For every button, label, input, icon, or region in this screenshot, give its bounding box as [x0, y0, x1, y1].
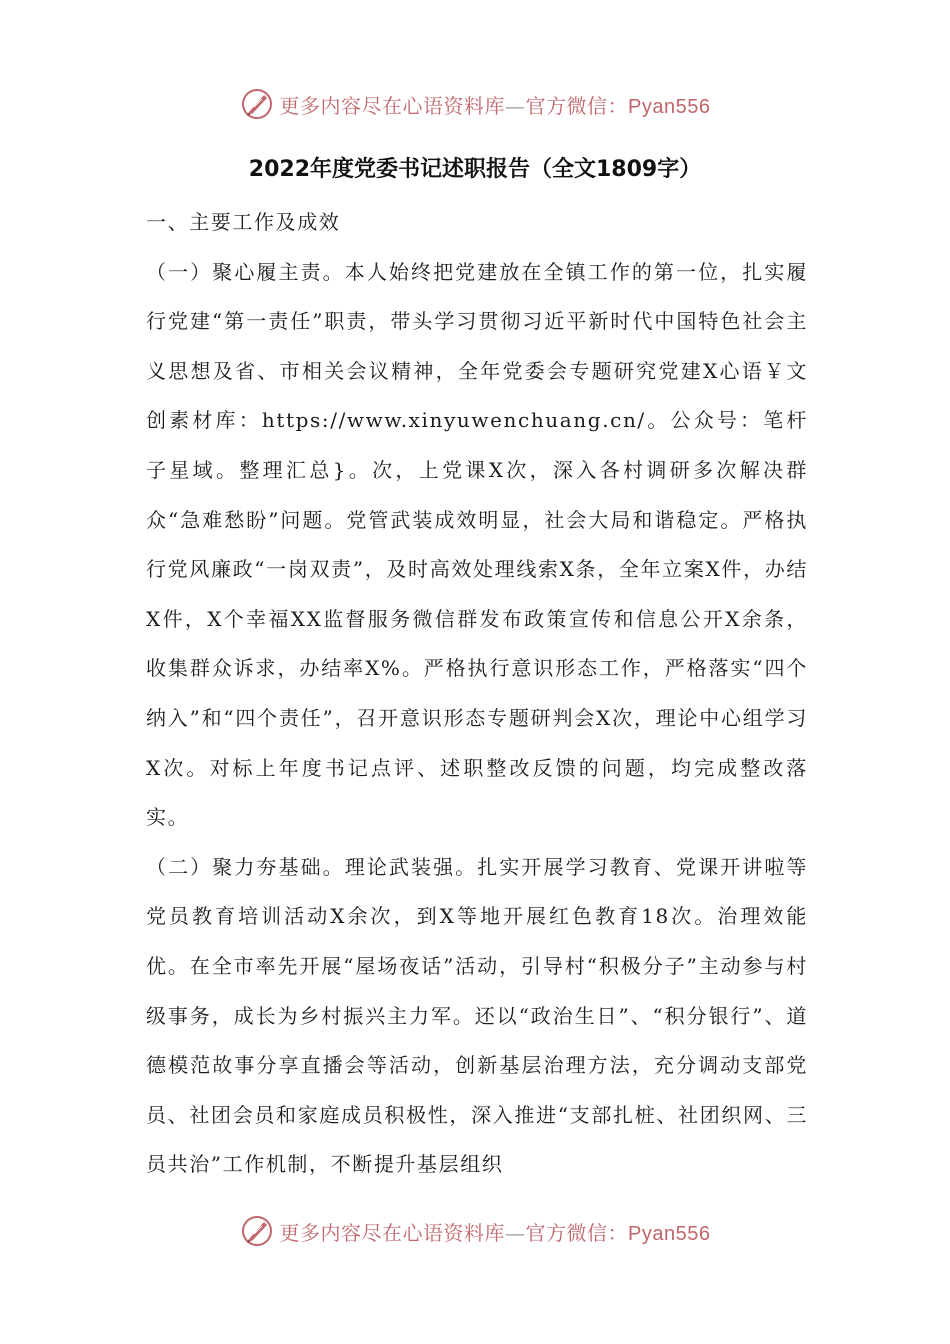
header-banner: [0, 80, 950, 128]
footer-official-label: 官方微信：: [525, 1220, 629, 1245]
banner-slogan: 更多内容尽在心语资料库: [279, 93, 506, 118]
footer-text-group: [280, 1217, 711, 1246]
footer-separator: —: [505, 1220, 526, 1245]
banner-wechat-id: Pyan556: [628, 95, 711, 118]
quill-pen-logo-icon: [240, 87, 274, 121]
banner-text-group: [280, 90, 711, 119]
footer-wechat-id: Pyan556: [628, 1222, 711, 1245]
footer-slogan: 更多内容尽在心语资料库: [279, 1220, 506, 1245]
banner-official-label: 官方微信：: [525, 93, 629, 118]
banner-separator: —: [505, 93, 526, 118]
footer-banner: [0, 1207, 950, 1255]
paragraph-2: （二）聚力夯基础。理论武装强。扎实开展学习教育、党课开讲啦等党员教育培训活动X余次，到X等地开展红色教育18次。治理效能优。在全市率先开展“屋场夜话”活动，引导村“积极分子”主动参与村级事务，成长为乡村振兴主力军。还以“政治生日”、“积分银行”、道德模范故事分享直播会等活动，创新基层治理方法，充分调动支部党员、社团会员和家庭成员积极性，深入推进“支部扎桩、社团织网、三员共治”工作机制，不断提升基层组织: [146, 854, 808, 1177]
section-heading: 一、主要工作及成效: [146, 210, 341, 234]
document-body: [146, 198, 808, 1190]
document-title: 2022年度党委书记述职报告（全文1809字）: [248, 157, 702, 182]
quill-pen-logo-icon: [240, 1214, 274, 1248]
paragraph-1: （一）聚心履主责。本人始终把党建放在全镇工作的第一位，扎实履行党建“第一责任”职责，带头学习贯彻习近平新时代中国特色社会主义思想及省、市相关会议精神，全年党委会专题研究党建X心语￥文创素材库：https://www.xinyuwenchuang.cn/。公众号：笔杆子星域。整理汇总}。次，上党课X次，深入各村调研多次解决群众“急难愁盼”问题。党管武装成效明显，社会大局和谐稳定。严格执行党风廉政“一岗双责”，及时高效处理线索X条，全年立案X件，办结X件，X个幸福XX监督服务微信群发布政策宣传和信息公开X余条，收集群众诉求，办结率X%。严格执行意识形态工作，严格落实“四个纳入”和“四个责任”，召开意识形态专题研判会X次，理论中心组学习X次。对标上年度书记点评、述职整改反馈的问题，均完成整改落实。: [146, 259, 808, 830]
